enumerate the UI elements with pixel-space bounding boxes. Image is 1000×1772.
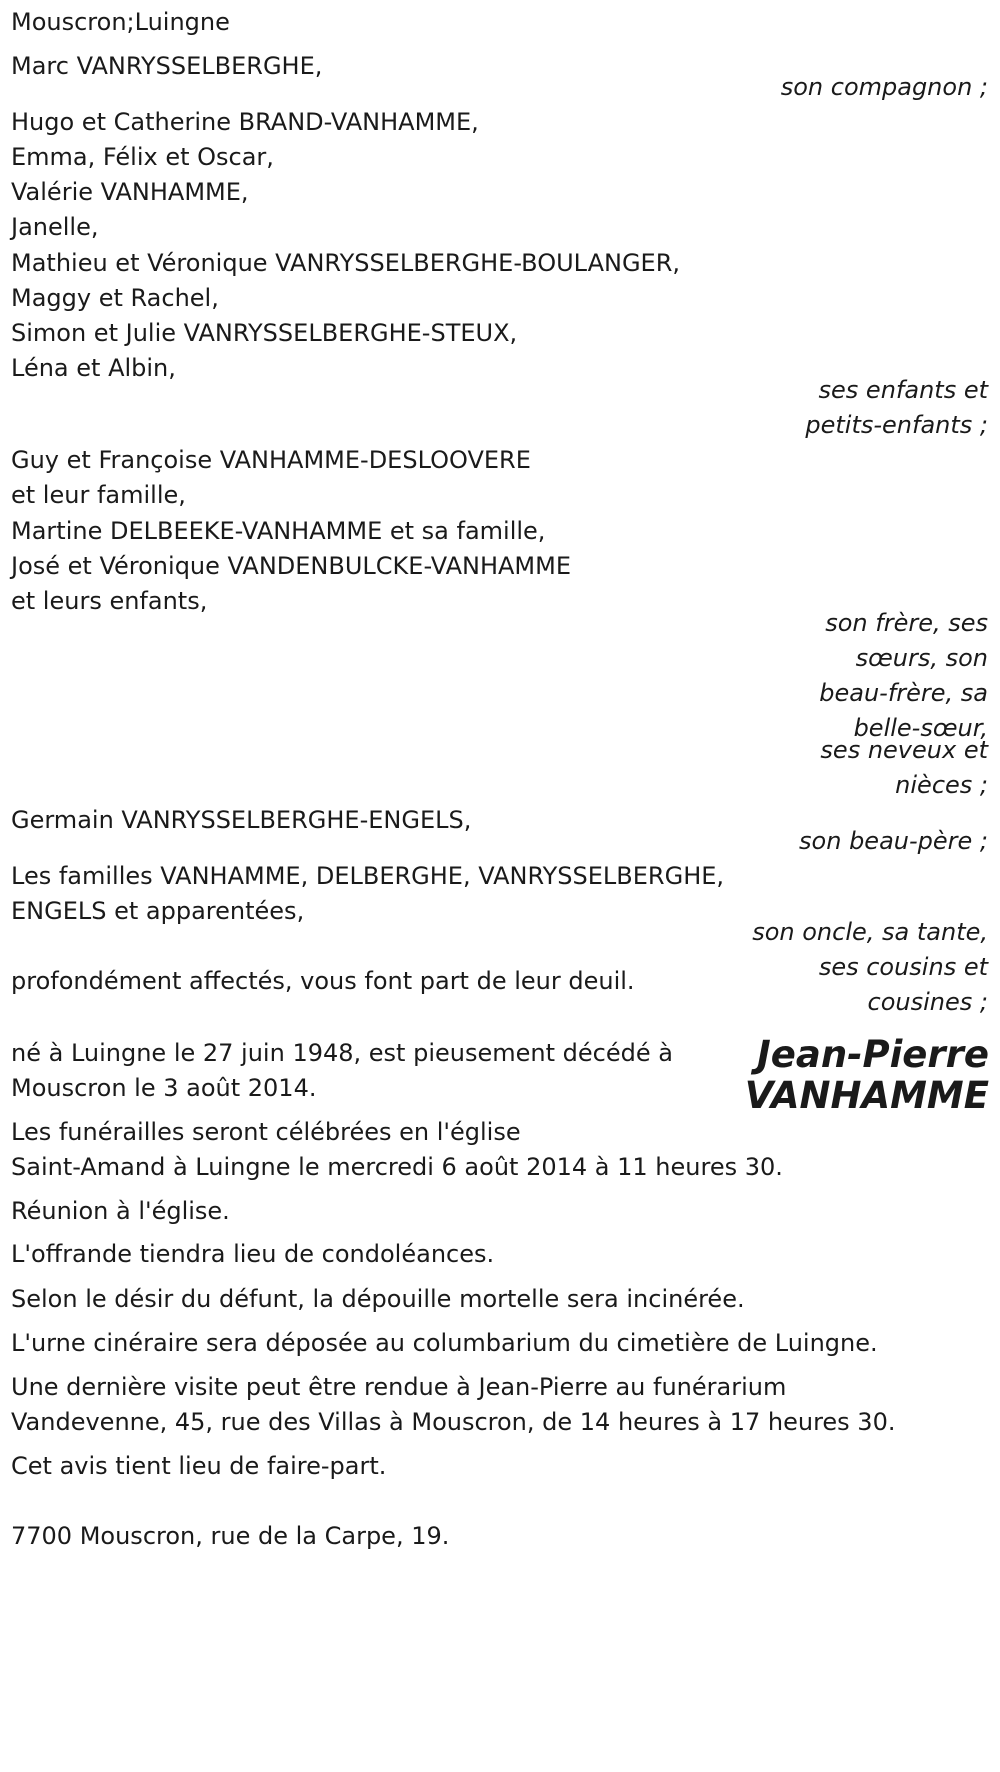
notice-text: Cet avis tient lieu de faire-part. [11, 1452, 387, 1480]
cremation-text: Selon le désir du défunt, la dépouille mortelle sera incinérée. [11, 1285, 745, 1313]
child-name: Mathieu et Véronique VANRYSSELBERGHE-BOULANGER, [11, 249, 681, 277]
siblings-relation-line: nièces ; [895, 771, 988, 799]
siblings-relation-line: ses neveux et [820, 736, 988, 764]
children-relation-line: ses enfants et [818, 376, 988, 404]
father-in-law-name: Germain VANRYSSELBERGHE-ENGELS, [11, 806, 472, 834]
siblings-relation-line: belle-sœur, [853, 714, 988, 742]
child-name: Léna et Albin, [11, 354, 176, 382]
families-relation-line: ses cousins et [818, 953, 988, 981]
birth-death-line: né à Luingne le 27 juin 1948, est pieusement décédé à [11, 1039, 673, 1067]
families-line: Les familles VANHAMME, DELBERGHE, VANRYSSELBERGHE, [11, 862, 725, 890]
meeting-text: Réunion à l'église. [11, 1197, 230, 1225]
families-line: ENGELS et apparentées, [11, 897, 305, 925]
siblings-relation-line: beau-frère, sa [819, 679, 988, 707]
children-relation-line: petits-enfants ; [805, 411, 988, 439]
funeral-line: Les funérailles seront célébrées en l'église [11, 1118, 521, 1146]
sibling-name: José et Véronique VANDENBULCKE-VANHAMME [11, 552, 571, 580]
father-in-law-relation: son beau-père ; [799, 827, 988, 855]
location-heading: Mouscron;Luingne [11, 8, 230, 36]
offering-text: L'offrande tiendra lieu de condoléances. [11, 1240, 495, 1268]
visit-line: Une dernière visite peut être rendue à Jean-Pierre au funérarium [11, 1373, 787, 1401]
siblings-relation-line: son frère, ses [825, 609, 988, 637]
child-name: Janelle, [11, 213, 99, 241]
sibling-name: et leurs enfants, [11, 587, 208, 615]
funeral-line: Saint-Amand à Luingne le mercredi 6 août 2014 à 11 heures 30. [11, 1153, 783, 1181]
address-text: 7700 Mouscron, rue de la Carpe, 19. [11, 1522, 450, 1550]
child-name: Simon et Julie VANRYSSELBERGHE-STEUX, [11, 319, 518, 347]
visit-line: Vandevenne, 45, rue des Villas à Mouscron, de 14 heures à 17 heures 30. [11, 1408, 896, 1436]
birth-death-line: Mouscron le 3 août 2014. [11, 1074, 317, 1102]
child-name: Emma, Félix et Oscar, [11, 143, 274, 171]
families-relation-line: cousines ; [867, 988, 988, 1016]
companion-name: Marc VANRYSSELBERGHE, [11, 52, 323, 80]
urn-text: L'urne cinéraire sera déposée au columbarium du cimetière de Luingne. [11, 1329, 878, 1357]
families-relation-line: son oncle, sa tante, [752, 918, 988, 946]
companion-relation: son compagnon ; [780, 73, 988, 101]
child-name: Valérie VANHAMME, [11, 178, 249, 206]
deceased-first-name: Jean-Pierre [756, 1033, 989, 1076]
sibling-name: Martine DELBEEKE-VANHAMME et sa famille, [11, 517, 546, 545]
deceased-last-name: VANHAMME [744, 1074, 989, 1117]
child-name: Maggy et Rachel, [11, 284, 219, 312]
sibling-name: Guy et Françoise VANHAMME-DESLOOVERE [11, 446, 531, 474]
siblings-relation-line: sœurs, son [855, 644, 988, 672]
announcement-text: profondément affectés, vous font part de leur deuil. [11, 967, 635, 995]
sibling-name: et leur famille, [11, 481, 186, 509]
child-name: Hugo et Catherine BRAND-VANHAMME, [11, 108, 479, 136]
